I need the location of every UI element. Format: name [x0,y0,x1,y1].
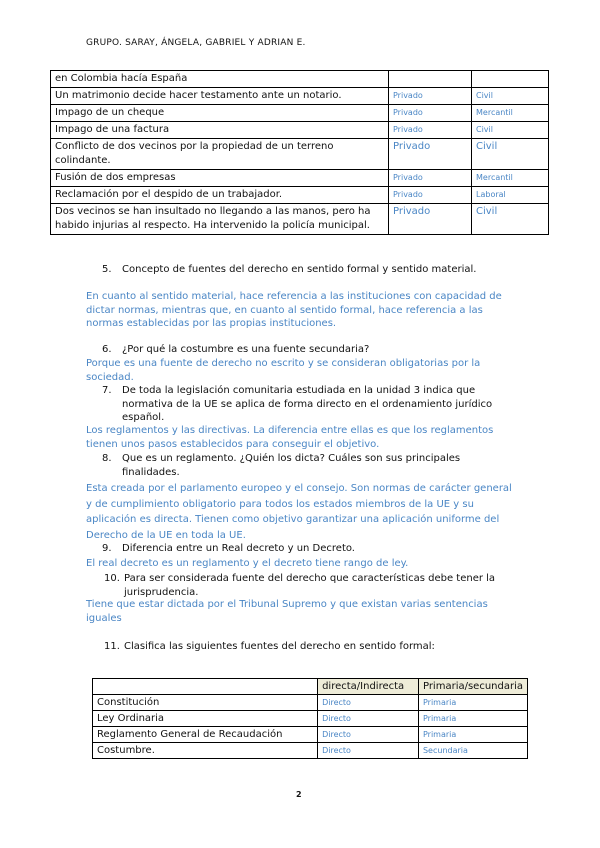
case-type: Privado [389,187,472,204]
case-branch [472,71,549,88]
case-type: Privado [389,139,472,170]
source-primary: Primaria [418,711,527,727]
case-type: Privado [389,170,472,187]
case-branch: Civil [472,88,549,105]
case-branch: Civil [472,139,549,170]
source-name: Reglamento General de Recaudación [93,727,318,743]
table-row [51,88,549,105]
case-text: Dos vecinos se han insultado no llegando a las manos, pero ha habido injurias al respecto. Ha intervenido la policía municipal. [51,204,389,235]
source-primary: Secundaria [418,743,527,759]
answer-10: Tiene que estar dictada por el Tribunal Supremo y que existan varias sentencias iguales [86,599,488,624]
source-name: Ley Ordinaria [93,711,318,727]
source-direct: Directo [318,695,419,711]
table-row [51,71,549,88]
source-name: Constitución [93,695,318,711]
case-branch: Laboral [472,187,549,204]
table-row [93,711,528,727]
case-type: Privado [389,88,472,105]
header-cell: Primaria/secundaria [418,679,527,695]
source-name: Costumbre. [93,743,318,759]
page-header: GRUPO. SARAY, ÁNGELA, GABRIEL Y ADRIAN E. [86,38,306,48]
table-row [51,105,549,122]
case-type: Privado [389,204,472,235]
case-branch: Civil [472,122,549,139]
page-number: 2 [296,790,302,799]
case-text: Reclamación por el despido de un trabajador. [51,187,389,204]
case-text: en Colombia hacía España [51,71,389,88]
header-cell [93,679,318,695]
source-primary: Primaria [418,727,527,743]
question-6: 6. ¿Por qué la costumbre es una fuente secundaria? [102,344,370,355]
answer-6: Porque es una fuente de derecho no escrito y se consideran obligatorias por la sociedad. [86,358,481,383]
answer-5: En cuanto al sentido material, hace referencia a las instituciones con capacidad de dictar normas, mientras que, en cuanto al sentido formal, hace referencia a las normas establecidas por las propias instituciones. [86,291,502,329]
table-row [51,204,549,235]
case-branch: Mercantil [472,170,549,187]
table-row [93,743,528,759]
table-row [51,187,549,204]
case-branch: Mercantil [472,105,549,122]
source-direct: Directo [318,743,419,759]
table-row [51,170,549,187]
answer-7: Los reglamentos y las directivas. La diferencia entre ellas es que los reglamentos tienen unos pasos establecidos para conseguir el objetivo. [86,425,494,450]
sources-table [92,678,528,759]
source-primary: Primaria [418,695,527,711]
case-type: Privado [389,105,472,122]
question-10: 10. Para ser considerada fuente del derecho que características debe tener la jurisprudencia. [104,573,496,598]
case-text: Impago de una factura [51,122,389,139]
case-type: Privado [389,122,472,139]
source-direct: Directo [318,727,419,743]
case-branch: Civil [472,204,549,235]
header-cell: directa/Indirecta [318,679,419,695]
question-11: 11. Clasifica las siguientes fuentes del derecho en sentido formal: [104,641,435,652]
case-type [389,71,472,88]
question-7: 7. De toda la legislación comunitaria estudiada en la unidad 3 indica que normativa de la UE se aplica de forma directo en el ordenamiento jurídico español. [102,385,493,423]
question-9: 9. Diferencia entre un Real decreto y un Decreto. [102,543,355,554]
answer-9: El real decreto es un reglamento y el decreto tiene rango de ley. [86,558,409,569]
source-direct: Directo [318,711,419,727]
question-8: 8. Que es un reglamento. ¿Quién los dicta? Cuáles son sus principales finalidades. [102,453,461,478]
cases-table [50,70,549,235]
case-text: Fusión de dos empresas [51,170,389,187]
table-row [51,139,549,170]
question-5: 5. Concepto de fuentes del derecho en sentido formal y sentido material. [102,264,477,275]
case-text: Impago de un cheque [51,105,389,122]
table-row [93,695,528,711]
answer-8: Esta creada por el parlamento europeo y el consejo. Son normas de carácter general y de cumplimiento obligatorio para todos los estados miembros de la UE y su aplicación es directa. Tienen como objetivo garantizar una aplicación uniforme del Derecho de la UE en toda la UE. [86,483,512,541]
table-row [51,122,549,139]
case-text: Conflicto de dos vecinos por la propiedad de un terreno colindante. [51,139,389,170]
case-text: Un matrimonio decide hacer testamento ante un notario. [51,88,389,105]
table-header-row [93,679,528,695]
table-row [93,727,528,743]
